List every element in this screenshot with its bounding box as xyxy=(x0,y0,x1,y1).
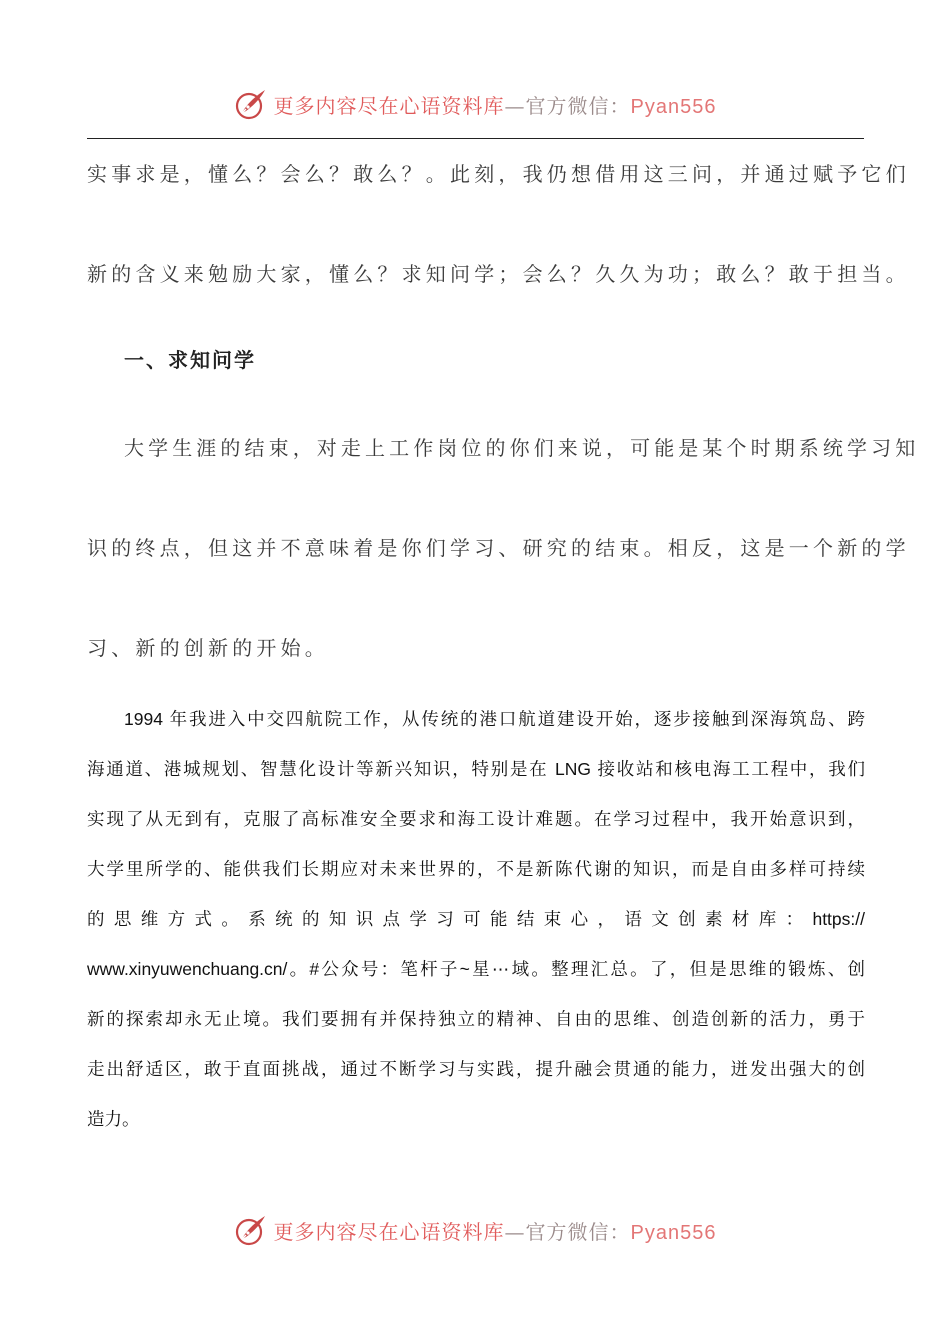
body-line-2: 海通道、港城规划、智慧化设计等新兴知识，特别是在 LNG 接收站和核电海工工程中，我们 xyxy=(87,759,865,779)
banner-main-text: 更多内容尽在心语资料库 xyxy=(273,93,505,118)
header-banner xyxy=(0,84,950,124)
section-paragraph-line-2: 识的终点，但这并不意味着是你们学习、研究的结束。相反，这是一个新的学 xyxy=(87,536,910,560)
banner-wechat-handle: Pyan556 xyxy=(630,95,717,118)
body-line-3: 实现了从无到有，克服了高标准安全要求和海工设计难题。在学习过程中，我开始意识到， xyxy=(87,809,865,829)
body-line-5: 的思维方式。系统的知识点学习可能结束心，语文创素材库：https:// xyxy=(87,909,865,929)
footer-banner-wechat-handle: Pyan556 xyxy=(630,1221,717,1244)
quill-logo-icon xyxy=(234,1213,268,1247)
header-divider xyxy=(87,138,864,139)
intro-line-2: 新的含义来勉励大家，懂么？求知问学；会么？久久为功；敢么？敢于担当。 xyxy=(87,262,910,286)
section-paragraph-line-1: 大学生涯的结束，对走上工作岗位的你们来说，可能是某个时期系统学习知 xyxy=(124,436,920,460)
body-line-9: 造力。 xyxy=(87,1109,140,1129)
footer-banner-separator: —官方微信： xyxy=(504,1219,631,1244)
section-paragraph-line-3: 习、新的创新的开始。 xyxy=(87,636,329,660)
intro-line-1: 实事求是，懂么？会么？敢么？。此刻，我仍想借用这三问，并通过赋予它们 xyxy=(87,162,910,186)
body-line-1: 1994 年我进入中交四航院工作，从传统的港口航道建设开始，逐步接触到深海筑岛、跨 xyxy=(124,709,865,729)
body-line-7: 新的探索却永无止境。我们要拥有并保持独立的精神、自由的思维、创造创新的活力，勇于 xyxy=(87,1009,865,1029)
footer-banner-text xyxy=(274,1216,717,1245)
banner-text xyxy=(274,90,717,119)
footer-banner xyxy=(0,1210,950,1250)
body-line-8: 走出舒适区，敢于直面挑战，通过不断学习与实践，提升融会贯通的能力，迸发出强大的创 xyxy=(87,1059,865,1079)
body-line-6: www.xinyuwenchuang.cn/。#公众号：笔杆子~星⋯域。整理汇总。了，但是思维的锻炼、创 xyxy=(87,959,865,979)
body-line-4: 大学里所学的、能供我们长期应对未来世界的，不是新陈代谢的知识，而是自由多样可持续 xyxy=(87,859,865,879)
section-heading: 一、求知问学 xyxy=(124,348,256,372)
banner-separator: —官方微信： xyxy=(504,93,631,118)
banner-inner xyxy=(234,87,717,121)
footer-banner-main-text: 更多内容尽在心语资料库 xyxy=(273,1219,505,1244)
quill-logo-icon xyxy=(234,87,268,121)
footer-banner-inner xyxy=(234,1213,717,1247)
